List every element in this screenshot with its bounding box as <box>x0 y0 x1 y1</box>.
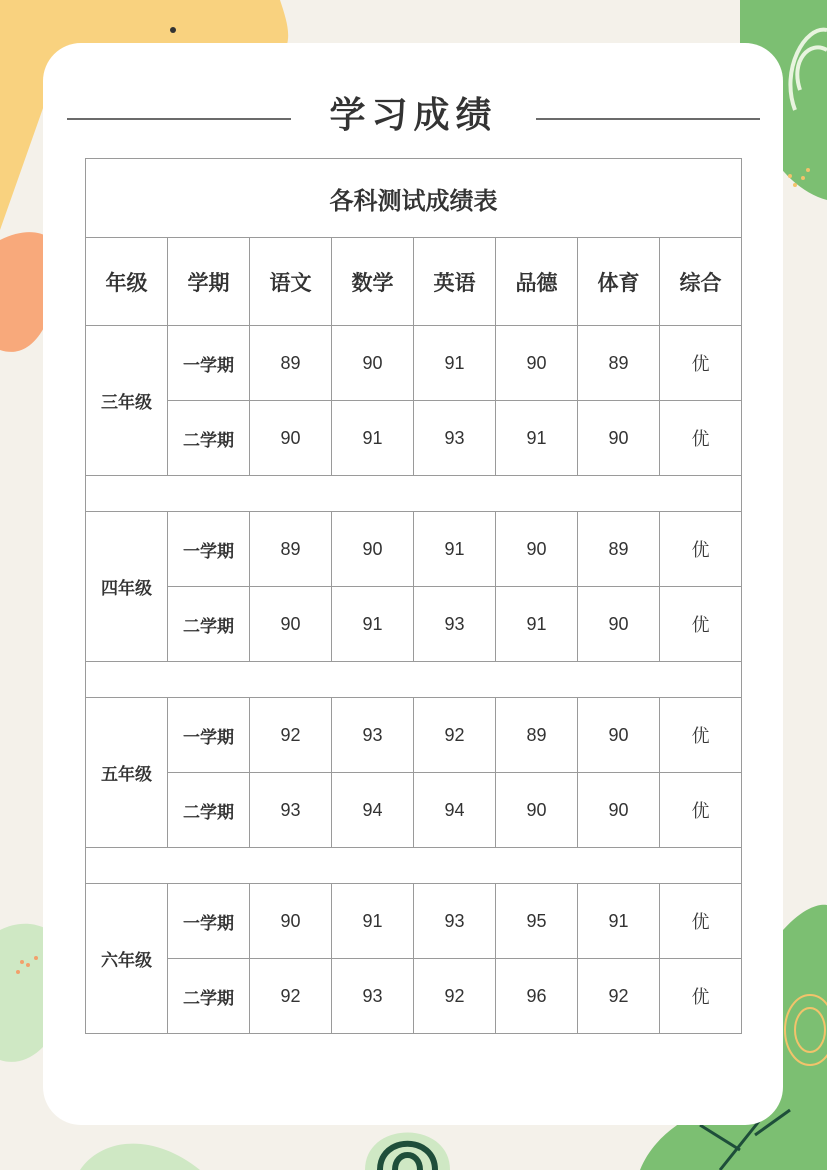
score-cell: 90 <box>496 326 578 401</box>
score-cell: 92 <box>414 698 496 773</box>
column-header: 学期 <box>168 238 250 326</box>
score-cell: 93 <box>332 698 414 773</box>
column-header: 体育 <box>578 238 660 326</box>
score-cell: 90 <box>578 773 660 848</box>
score-cell: 95 <box>496 884 578 959</box>
spacer-row <box>86 476 742 512</box>
overall-cell: 优 <box>660 698 742 773</box>
dot-shape <box>170 27 176 33</box>
term-cell: 一学期 <box>168 326 250 401</box>
column-header: 语文 <box>250 238 332 326</box>
column-header: 年级 <box>86 238 168 326</box>
grade-cell: 六年级 <box>86 884 168 1034</box>
overall-cell: 优 <box>660 401 742 476</box>
term-cell: 一学期 <box>168 512 250 587</box>
score-cell: 91 <box>496 587 578 662</box>
score-cell: 91 <box>414 512 496 587</box>
overall-cell: 优 <box>660 512 742 587</box>
table-body <box>86 326 742 1034</box>
score-cell: 89 <box>496 698 578 773</box>
score-cell: 91 <box>578 884 660 959</box>
spacer-cell <box>86 848 742 884</box>
table-row <box>86 698 742 773</box>
spacer-row <box>86 662 742 698</box>
spacer-row <box>86 848 742 884</box>
overall-cell: 优 <box>660 959 742 1034</box>
score-cell: 94 <box>332 773 414 848</box>
score-cell: 93 <box>332 959 414 1034</box>
score-cell: 90 <box>332 326 414 401</box>
score-cell: 94 <box>414 773 496 848</box>
column-header: 综合 <box>660 238 742 326</box>
spacer-cell <box>86 662 742 698</box>
table-row <box>86 773 742 848</box>
score-cell: 89 <box>250 512 332 587</box>
page-title-row <box>67 88 760 148</box>
table-caption: 各科测试成绩表 <box>86 159 742 238</box>
score-cell: 91 <box>496 401 578 476</box>
overall-cell: 优 <box>660 773 742 848</box>
term-cell: 一学期 <box>168 698 250 773</box>
score-table <box>85 158 742 1034</box>
table-row <box>86 326 742 401</box>
score-cell: 91 <box>332 401 414 476</box>
term-cell: 二学期 <box>168 401 250 476</box>
table-row <box>86 587 742 662</box>
score-cell: 93 <box>250 773 332 848</box>
grade-cell: 四年级 <box>86 512 168 662</box>
column-header: 数学 <box>332 238 414 326</box>
page-title: 学习成绩 <box>329 95 498 136</box>
overall-cell: 优 <box>660 587 742 662</box>
spacer-cell <box>86 476 742 512</box>
score-cell: 91 <box>414 326 496 401</box>
score-cell: 90 <box>496 773 578 848</box>
score-cell: 93 <box>414 587 496 662</box>
score-cell: 92 <box>578 959 660 1034</box>
column-header: 英语 <box>414 238 496 326</box>
score-cell: 89 <box>578 512 660 587</box>
score-cell: 89 <box>250 326 332 401</box>
table-row <box>86 884 742 959</box>
score-cell: 90 <box>250 884 332 959</box>
overall-cell: 优 <box>660 884 742 959</box>
green-blob-bottom-left-shape <box>80 1144 200 1170</box>
score-cell: 92 <box>414 959 496 1034</box>
table-row <box>86 512 742 587</box>
term-cell: 一学期 <box>168 884 250 959</box>
score-cell: 91 <box>332 587 414 662</box>
table-header-row <box>86 238 742 326</box>
title-divider-right <box>536 118 760 120</box>
score-cell: 96 <box>496 959 578 1034</box>
column-header: 品德 <box>496 238 578 326</box>
score-cell: 92 <box>250 698 332 773</box>
score-cell: 90 <box>578 401 660 476</box>
score-cell: 90 <box>250 401 332 476</box>
grade-cell: 五年级 <box>86 698 168 848</box>
overall-cell: 优 <box>660 326 742 401</box>
table-row <box>86 959 742 1034</box>
term-cell: 二学期 <box>168 587 250 662</box>
grade-cell: 三年级 <box>86 326 168 476</box>
score-cell: 92 <box>250 959 332 1034</box>
score-cell: 93 <box>414 401 496 476</box>
score-cell: 90 <box>578 587 660 662</box>
table-row <box>86 401 742 476</box>
score-cell: 90 <box>578 698 660 773</box>
term-cell: 二学期 <box>168 959 250 1034</box>
score-cell: 90 <box>250 587 332 662</box>
score-cell: 90 <box>496 512 578 587</box>
score-cell: 91 <box>332 884 414 959</box>
score-cell: 89 <box>578 326 660 401</box>
term-cell: 二学期 <box>168 773 250 848</box>
score-cell: 90 <box>332 512 414 587</box>
score-cell: 93 <box>414 884 496 959</box>
